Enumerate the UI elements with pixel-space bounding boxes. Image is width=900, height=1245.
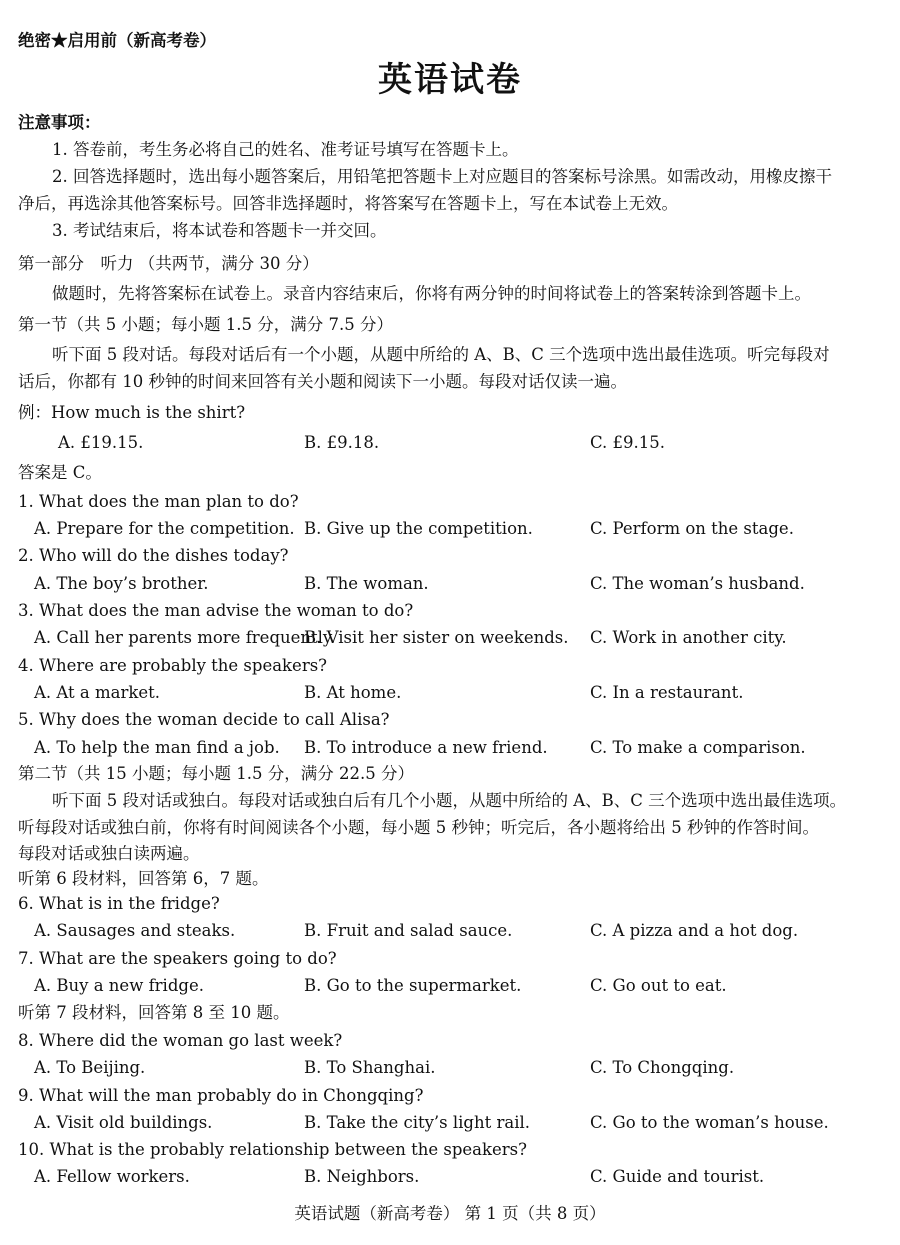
q4-option-b: B. At home. (304, 683, 402, 702)
example-option-c: C. £9.15. (590, 433, 666, 452)
section2-instruction-cont: 听每段对话或独白前，你将有时间阅读各个小题，每小题 5 秒钟；听完后，各小题将给出 5 秒钟的作答时间。 (18, 818, 819, 837)
question-10: 10. What is the probably relationship between the speakers? (18, 1140, 527, 1159)
question-6: 6. What is in the fridge? (18, 894, 220, 913)
example-answer: 答案是 C。 (18, 463, 102, 482)
question-7: 7. What are the speakers going to do? (18, 949, 337, 968)
example-option-a: A. £19.15. (58, 433, 144, 452)
q7-option-c: C. Go out to eat. (590, 976, 727, 995)
q2-option-a: A. The boy’s brother. (34, 574, 209, 593)
q1-option-a: A. Prepare for the competition. (34, 519, 295, 538)
section1-instruction: 听下面 5 段对话。每段对话后有一个小题，从题中所给的 A、B、C 三个选项中选出最佳选项。听完每段对 (52, 345, 830, 364)
q5-option-b: B. To introduce a new friend. (304, 738, 548, 757)
question-8: 8. Where did the woman go last week? (18, 1031, 343, 1050)
question-2: 2. Who will do the dishes today? (18, 546, 289, 565)
q3-option-c: C. Work in another city. (590, 628, 787, 647)
q6-option-b: B. Fruit and salad sauce. (304, 921, 513, 940)
q4-option-a: A. At a market. (34, 683, 160, 702)
q4-option-c: C. In a restaurant. (590, 683, 744, 702)
q6-option-c: C. A pizza and a hot dog. (590, 921, 799, 940)
q9-option-b: B. Take the city’s light rail. (304, 1113, 531, 1132)
example-question: 例：How much is the shirt? (18, 403, 246, 422)
section1-instruction-cont: 话后，你都有 10 秒钟的时间来回答有关小题和阅读下一小题。每段对话仅读一遍。 (18, 372, 627, 391)
q3-option-b: B. Visit her sister on weekends. (304, 628, 569, 647)
material-7-label: 听第 7 段材料，回答第 8 至 10 题。 (18, 1003, 290, 1022)
part1-instruction: 做题时，先将答案标在试卷上。录音内容结束后，你将有两分钟的时间将试卷上的答案转涂到答题卡上。 (52, 284, 811, 303)
part1-heading: 第一部分 听力 （共两节，满分 30 分） (18, 254, 319, 273)
q6-option-a: A. Sausages and steaks. (34, 921, 236, 940)
q1-option-b: B. Give up the competition. (304, 519, 533, 538)
notes-item-1: 1. 答卷前，考生务必将自己的姓名、准考证号填写在答题卡上。 (52, 140, 519, 159)
section2-instruction: 听下面 5 段对话或独白。每段对话或独白后有几个小题，从题中所给的 A、B、C 三个选项中选出最佳选项。 (52, 791, 847, 810)
q2-option-b: B. The woman. (304, 574, 429, 593)
q5-option-a: A. To help the man find a job. (34, 738, 280, 757)
page-footer: 英语试题（新高考卷） 第 1 页（共 8 页） (294, 1204, 606, 1223)
section2-instruction-cont2: 每段对话或独白读两遍。 (18, 844, 200, 863)
notes-heading: 注意事项： (18, 113, 101, 132)
q7-option-b: B. Go to the supermarket. (304, 976, 522, 995)
question-5: 5. Why does the woman decide to call Alisa? (18, 710, 390, 729)
q9-option-a: A. Visit old buildings. (34, 1113, 213, 1132)
q8-option-a: A. To Beijing. (34, 1058, 146, 1077)
q2-option-c: C. The woman’s husband. (590, 574, 805, 593)
section1-heading: 第一节（共 5 小题；每小题 1.5 分，满分 7.5 分） (18, 315, 393, 334)
q3-option-a: A. Call her parents more frequently. (34, 628, 336, 647)
notes-item-2-cont: 净后，再选涂其他答案标号。回答非选择题时，将答案写在答题卡上，写在本试卷上无效。 (18, 194, 678, 213)
page-title: 英语试卷 (378, 60, 522, 100)
question-4: 4. Where are probably the speakers? (18, 656, 328, 675)
q10-option-b: B. Neighbors. (304, 1167, 420, 1186)
example-option-b: B. £9.18. (304, 433, 380, 452)
q7-option-a: A. Buy a new fridge. (34, 976, 204, 995)
q10-option-c: C. Guide and tourist. (590, 1167, 765, 1186)
confidential-label: 绝密★启用前（新高考卷） (18, 31, 216, 50)
question-1: 1. What does the man plan to do? (18, 492, 299, 511)
q8-option-b: B. To Shanghai. (304, 1058, 436, 1077)
notes-item-2: 2. 回答选择题时，选出每小题答案后，用铅笔把答题卡上对应题目的答案标号涂黑。如需改动，用橡皮擦干 (52, 167, 832, 186)
q10-option-a: A. Fellow workers. (34, 1167, 190, 1186)
q1-option-c: C. Perform on the stage. (590, 519, 794, 538)
q5-option-c: C. To make a comparison. (590, 738, 806, 757)
q8-option-c: C. To Chongqing. (590, 1058, 735, 1077)
section2-heading: 第二节（共 15 小题；每小题 1.5 分，满分 22.5 分） (18, 764, 414, 783)
question-9: 9. What will the man probably do in Chongqing? (18, 1086, 424, 1105)
q9-option-c: C. Go to the woman’s house. (590, 1113, 829, 1132)
question-3: 3. What does the man advise the woman to do? (18, 601, 414, 620)
notes-item-3: 3. 考试结束后，将本试卷和答题卡一并交回。 (52, 221, 387, 240)
material-6-label: 听第 6 段材料，回答第 6，7 题。 (18, 869, 269, 888)
